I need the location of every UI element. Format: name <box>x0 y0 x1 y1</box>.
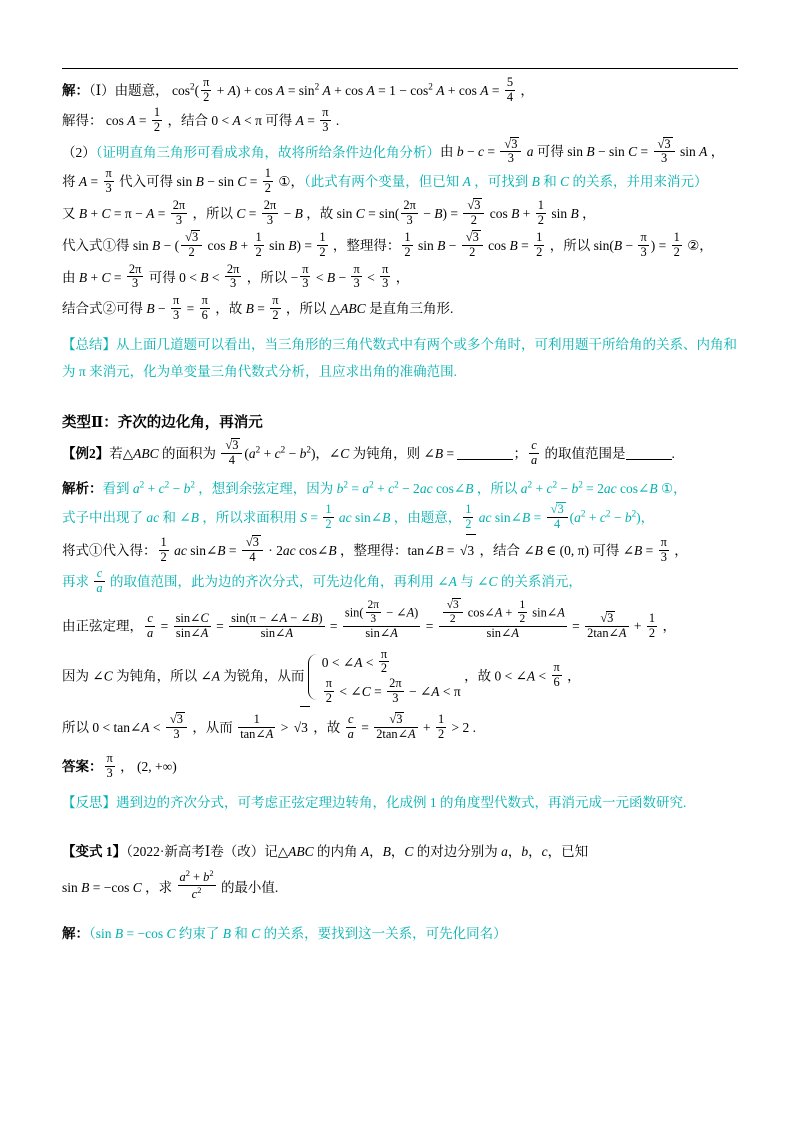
solution-line: 代入式①得 sin B − ( √ $\frac{3}{2}$ cos B + $\frac{1}{2}$ sin B) = $\frac{1}{2}$ ，整理得： $\frac{1}{2}$ sin B − √ $\frac{3}{2}$ cos B = $\frac{1}{2}$ ，所以 sin(B − $\frac{\pi}{3}$ ) = $\frac{1}{2}$ ②， <box>62 230 738 262</box>
analysis-line: 所以 0 < tan∠A < √ $\frac{3}{3}$ ，从而 $\frac{1}{\tan\angle A}$ > √ 3 ，故 $\frac{c}{a}$ = √ $\frac{3}{2\tan\angle A}$ + $\frac{1}{2}$ > 2 . <box>62 706 738 749</box>
variation-statement-2: sin B = −cos C ，求 $\frac{a^2 + b^2}{c^2}$ 的最小值. <box>62 867 279 902</box>
summary-note: 【总结】从上面几道题可以看出，当三角形的三角代数式中有两个或多个角时，可利用题干所给角的关系、内角和为 π 来消元，化为单变量三角代数式分析，且应求出角的准确范围. <box>62 336 737 379</box>
analysis-line: 式子中出现了 ac 和 ∠B ，所以求面积用 S = $\frac{1}{2}$ ac sin∠B ，由题意， $\frac{1}{2}$ ac sin∠B = √ $\frac{3}{4}$ $(a^2 + c^2 - b^2)$， <box>62 502 738 534</box>
solution-line: 由 B + C = $\frac{2\pi}{3}$ 可得 0 < B < $\frac{2\pi}{3}$ ，所以 − $\frac{\pi}{3}$ < B − $\frac{\pi}{3}$ < $\frac{\pi}{3}$ ， <box>62 261 410 291</box>
analysis-line: 再求 $\frac{c}{a}$ 的取值范围，此为边的齐次分式，可先边化角，再利用 ∠A 与 ∠C 的关系消元， <box>62 566 582 596</box>
analysis-line: 因为 ∠C 为钝角，所以 ∠A 为锐角，从而 0 < ∠A < $\frac{\pi}{2}$ $\frac{\pi}{2}$ < ∠C = $\frac{2\pi}{3}$ − ∠A < π ，故 0 < ∠A < $\frac{\pi}{6}$ ， <box>62 646 581 705</box>
analysis-line: 将式①代入得： $\frac{1}{2}$ ac sin∠B = √ $\frac{3}{4}$ · 2ac cos∠B ，整理得：tan∠B = √ 3 ，结合 ∠B ∈ (0, π) 可得 ∠B = $\frac{\pi}{3}$ ， <box>62 534 738 567</box>
variation-solution: 解：（sin B = −cos C 约束了 B 和 C 的关系，要找到这一关系，可先化同名） <box>62 925 507 941</box>
answer-line: 答案： $\frac{\pi}{3}$ ， (2, +∞) <box>62 751 177 780</box>
document-content <box>62 76 738 947</box>
variation-statement: 【变式 1】（2022·新高考Ⅰ卷（改）记△ABC 的内角 A，B，C 的对边分别为 a，b，c，已知 <box>62 844 589 860</box>
reflection-note: 【反思】遇到边的齐次分式，可考虑正弦定理边转角，化成例 1 的角度型代数式，再消元成一元函数研究. <box>62 795 687 811</box>
solution-line: 解得： cos A = $\frac{1}{2}$ ，结合 0 < A < π 可得 A = $\frac{\pi}{3}$ . <box>62 104 340 134</box>
solution-line: （2）（证明直角三角形可看成求角，故将所给条件边化角分析）由 b − c = √ $\frac{3}{3}$ a 可得 sin B − sin C = √ $\frac{3}{3}$ sin A ， <box>62 137 738 167</box>
analysis-line: 解析：看到 $a^2 + c^2 - b^2$ ，想到余弦定理，因为 $b^2 = a^2 + c^2 - 2ac$ cos∠B ，所以 $a^2 + c^2 - b^2 = 2ac$ cos∠B ①， <box>62 479 687 496</box>
solution-line: 解：（Ⅰ）由题意， $\cos^2$( $\frac{\pi}{2}$ + $A) + \cos A = \sin^2 A + \cos A = 1 - \cos^2 A + \cos A$ = $\frac{5}{4}$ ， <box>62 75 534 104</box>
solution-line: 将 A = $\frac{\pi}{3}$ 代入可得 sin B − sin C = $\frac{1}{2}$ ①，（此式有两个变量，但已知 A ，可找到 B 和 C 的关系，并用来消元） <box>62 166 708 196</box>
top-rule <box>62 68 738 69</box>
example-statement: 【例2】若△ABC 的面积为 √ $\frac{3}{4}$ $(a^2 + c^2 - b^2)$，∠C 为钝角，则 ∠B = ； $\frac{c}{a}$ 的取值范围是 . <box>62 438 738 470</box>
section-title: 类型Ⅱ：齐次的边化角，再消元 <box>62 414 263 431</box>
solution-line: 结合式②可得 B − $\frac{\pi}{3}$ = $\frac{\pi}{6}$ ，故 B = $\frac{\pi}{2}$ ，所以 △ABC 是直角三角形. <box>62 293 454 323</box>
analysis-line: 由正弦定理， $\frac{c}{a}$ = $\frac{\sin\angle C}{\sin\angle A}$ = $\frac{\sin(\pi - \angle A - \angle B)}{\sin\angle A}$ = sin( $\frac{2\pi}{3}$ − ∠A) sin∠A = √ $\frac{3}{2}$ cos∠A + $\frac{1}{2}$ sin∠A sin∠A = √ $\frac{3}{2\tan\angle A}$ + $\frac{1}{2}$ ， <box>62 598 738 647</box>
solution-line: 又 B + C = π − A = $\frac{2\pi}{3}$ ，所以 C = $\frac{2\pi}{3}$ − B ，故 sin C = sin( $\frac{2\pi}{3}$ − B) = √ $\frac{3}{2}$ cos B + $\frac{1}{2}$ sin B ， <box>62 198 738 230</box>
